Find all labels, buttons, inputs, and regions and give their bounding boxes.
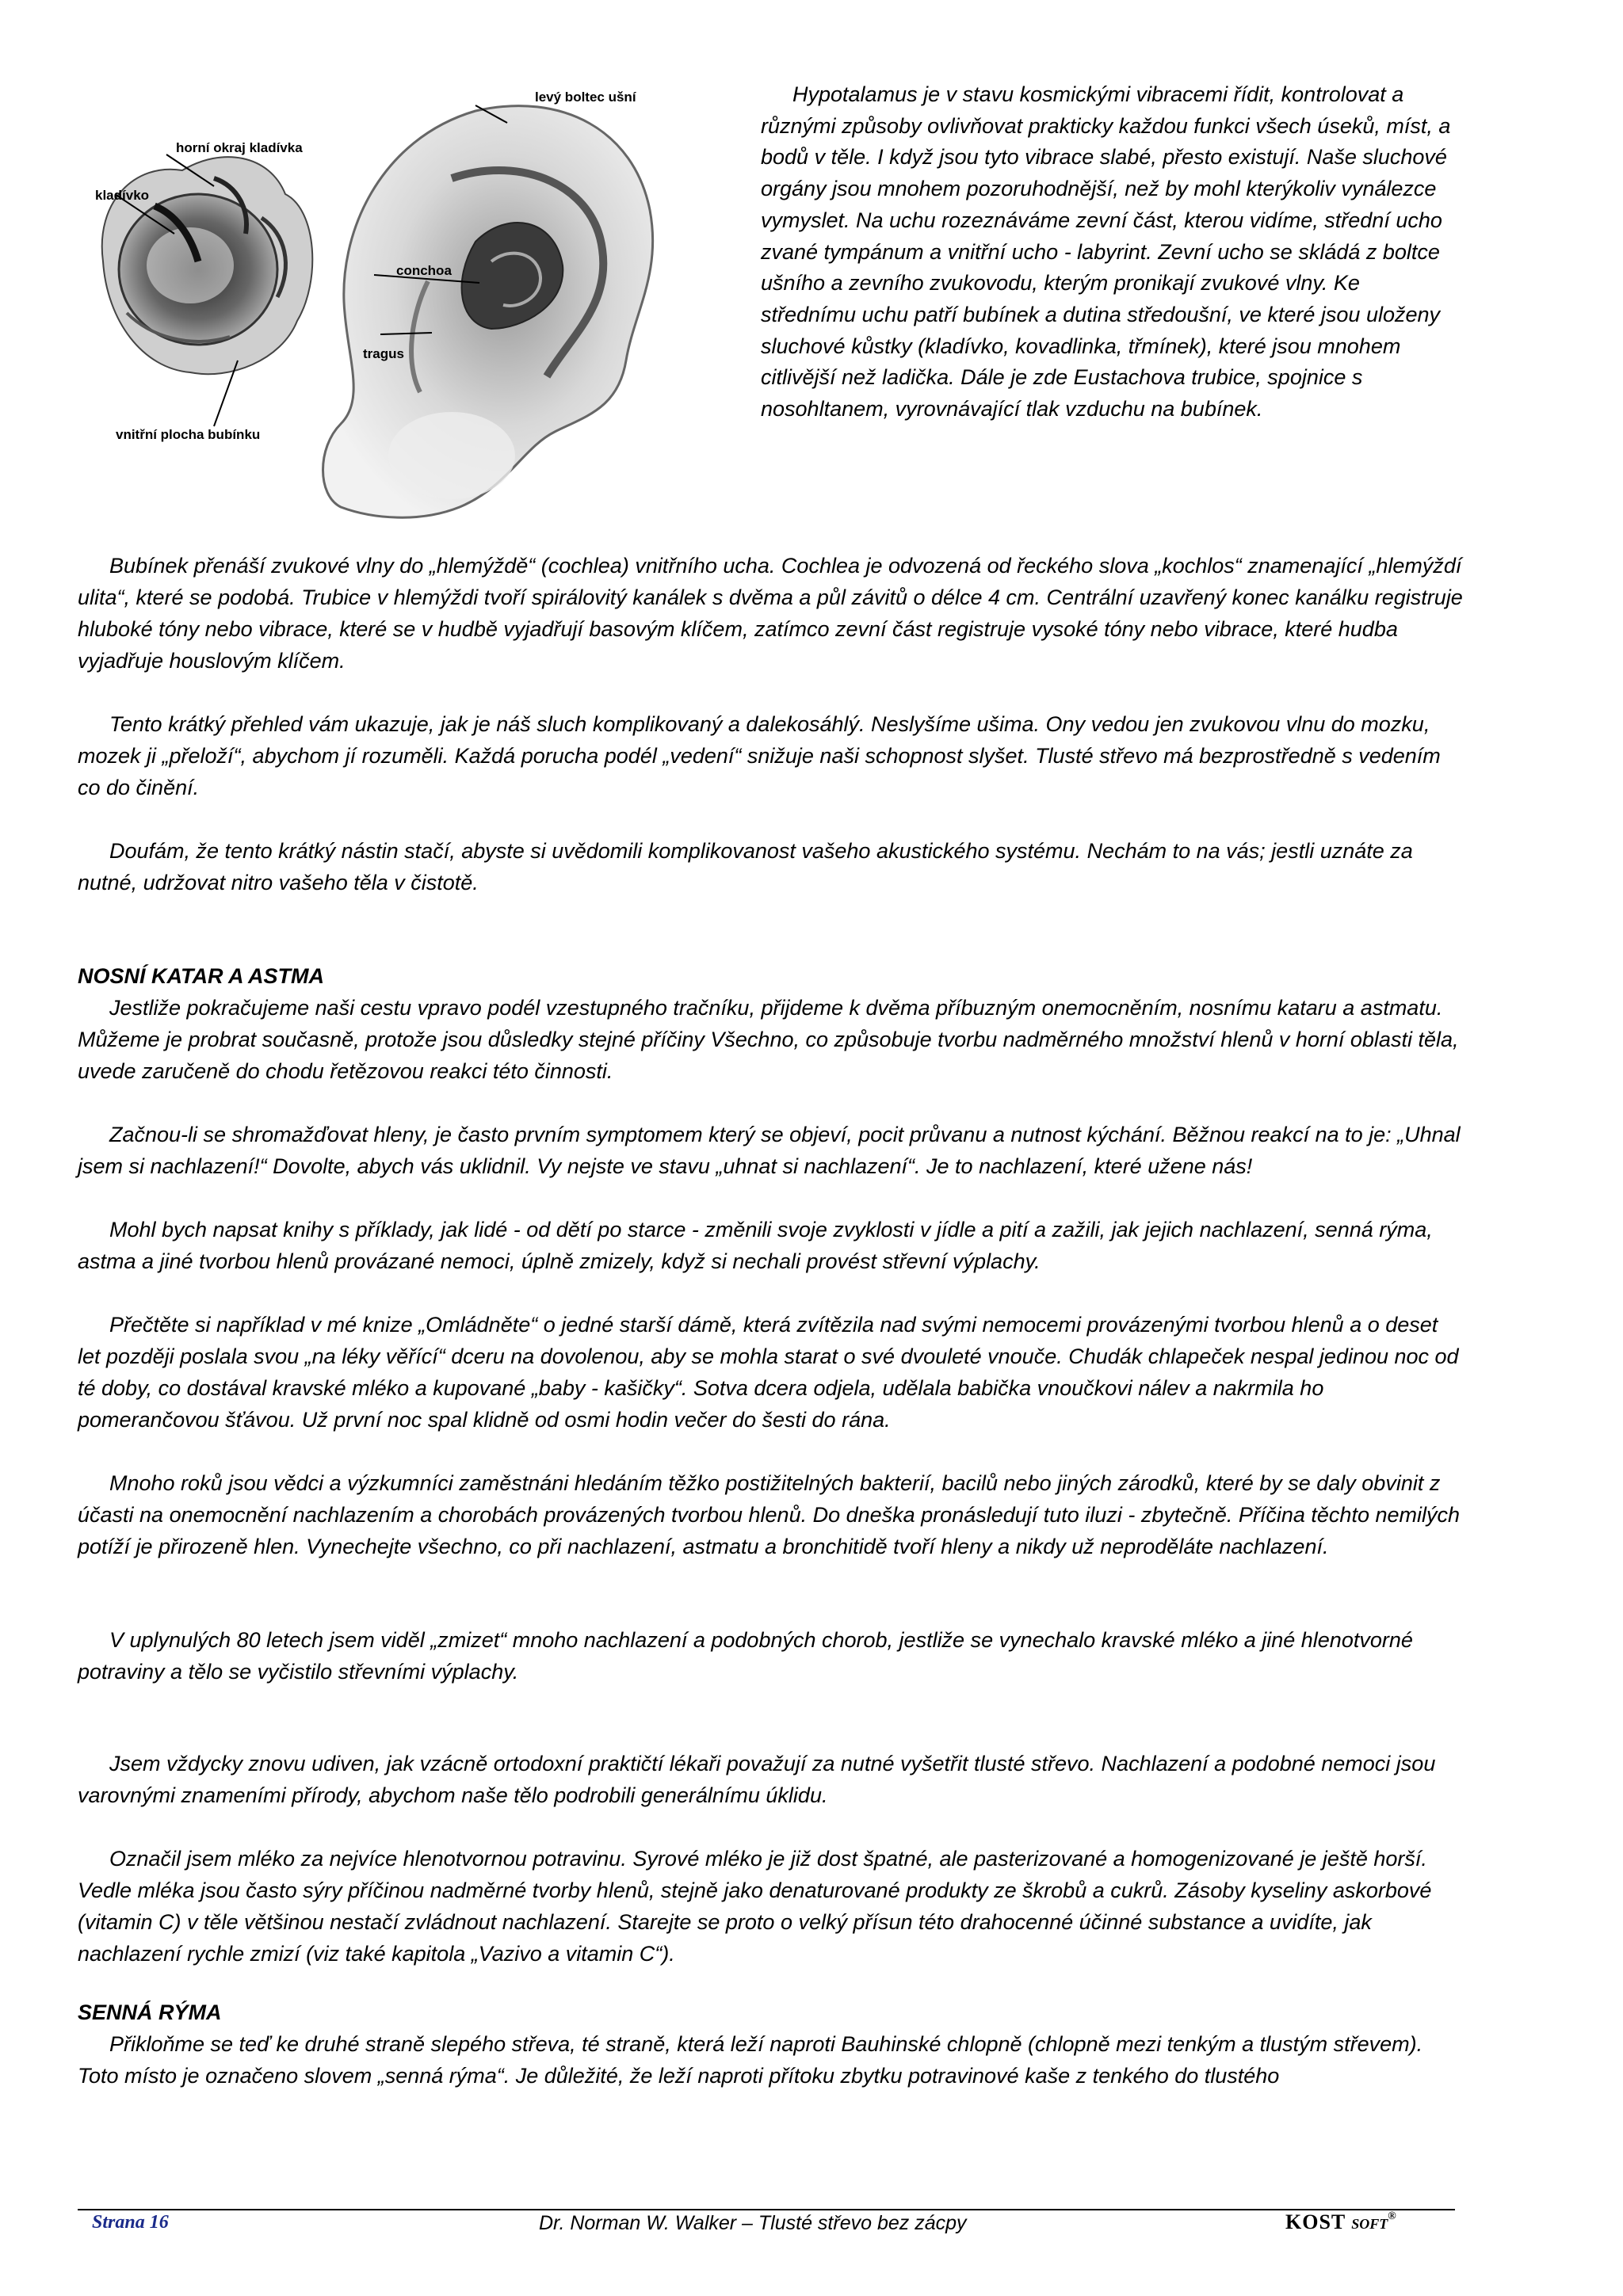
page-number: Strana 16 [92,2212,169,2233]
label-vnitrni-plocha-bubinku: vnitřní plocha bubínku [116,427,261,442]
intro-text: Hypotalamus je v stavu kosmickými vibracemi řídit, kontrolovat a různými způsoby ovlivňovat prakticky každou funkci všech úseků, míst, a bodů v těle. I když jsou tyto vibrace slabé, přesto existují. Naše sluchové orgány jsou mnohem pozoruhodnější, než by mohl kterýkoliv vynálezce vymyslet. Na uchu rozeznáváme zevní část, kterou vidíme, střední ucho zvané tympánum a vnitřní ucho - labyrint. Zevní ucho se skládá z boltce ušního a zevního zvukovodu, kterým pronikají zvukové vlny. Ke střednímu uchu patří bubínek a dutina středoušní, ve které jsou uloženy sluchové kůstky (kladívko, kovadlinka, třmínek), které jsou mnohem citlivější než ladička. Dále je zde Eustachova trubice, spojnice s nosohltanem, vyrovnávající tlak vzduchu na bubínek. [761,82,1451,421]
paragraph: Přečtěte si například v mé knize „Omládněte“ o jedné starší dámě, která zvítězila nad svými nemocemi provázenými tvorbou hlenů a o deset let později poslala svou „na léky věřící“ dceru na dovolenou, aby se mohla starat o své dvouleté vnouče. Chudák chlapeček nespal jedinou noc od té doby, co dostával kravské mléko a kupované „baby - kašičky“. Sotva dcera odjela, udělala babička vnoučkovi nálev a nakrmila ho pomerančovou šťávou. Už první noc spal klidně od osmi hodin večer do šesti do rána. [78,1313,1459,1432]
paragraph: V uplynulých 80 letech jsem viděl „zmizet“ mnoho nachlazení a podobných chorob, jestliže se vynechalo kravské mléko a jiné hlenotvorné potraviny a tělo se vyčistilo střevními výplachy. [78,1628,1413,1684]
body-paragraph [78,1119,1465,1182]
label-horni-okraj-kladivka: horní okraj kladívka [176,140,303,155]
body-paragraph [78,835,1465,898]
section-heading: SENNÁ RÝMA [78,2000,222,2024]
brand-sub: SOFT [1351,2216,1388,2232]
body-paragraph [78,1843,1465,1970]
body-paragraph [78,992,1465,1087]
footer-title: Dr. Norman W. Walker – Tlusté střevo bez zácpy [539,2212,967,2234]
label-conchoa: conchoa [396,263,452,278]
paragraph: Jestliže pokračujeme naši cestu vpravo podél vzestupného tračníku, přijdeme k dvěma příbuzným onemocněním, nosnímu kataru a astmatu. Můžeme je probrat současně, protože jsou důsledky stejné příčiny Všechno, co způsobuje tvorbu nadměrného množství hlenů v horní oblasti těla, uvede zaručeně do chodu řetězovou reakci této činnosti. [78,996,1459,1083]
paragraph: Tento krátký přehled vám ukazuje, jak je náš sluch komplikovaný a dalekosáhlý. Neslyšíme ušima. Ony vedou jen zvukovou vlnu do mozku, mozek ji „přeloží“, abychom jí rozuměli. Každá porucha podél „vedení“ snižuje naši schopnost slyšet. Tlusté střevo má bezprostředně s vedením co do činění. [78,712,1441,799]
body-paragraph [78,2028,1465,2092]
intro-paragraph [761,79,1458,425]
body-paragraph [78,550,1465,677]
body-paragraph [78,1467,1465,1562]
publisher-logo [1285,2210,1397,2234]
paragraph: Mnoho roků jsou vědci a výzkumníci zaměstnáni hledáním těžko postižitelných bakterií, bacilů nebo jiných zárodků, které by se daly obvinit z účasti na onemocnění nachlazením a chorobách provázených tvorbou hlenů. Do dneška pronásledují tuto iluzi - zbytečně. Příčina těchto nemilých potíží je přirozeně hlen. Vynechejte všechno, co při nachlazení, astmatu a bronchitidě tvoří hleny a nikdy už neproděláte nachlazení. [78,1471,1461,1558]
paragraph: Označil jsem mléko za nejvíce hlenotvornou potravinu. Syrové mléko je již dost špatné, ale pasterizované a homogenizované je ještě horší. Vedle mléka jsou často sýry příčinou nadměrné tvorby hlenů, stejně jako denaturované produkty ze škrobů a cukrů. Zásoby kyseliny askorbové (vitamin C) v těle většinou nestačí zvládnout nachlazení. Starejte se proto o velký přísun této drahocenné účinné substance a uvidíte, jak nachlazení rychle zmizí (viz také kapitola „Vazivo a vitamin C“). [78,1847,1432,1966]
section-heading: NOSNÍ KATAR A ASTMA [78,964,324,988]
paragraph: Mohl bych napsat knihy s příklady, jak lidé - od dětí po starce - změnili svoje zvyklosti v jídle a pití a zažili, jak jejich nachlazení, senná rýma, astma a jiné tvorbou hlenů provázané nemoci, úplně zmizely, když si nechali provést střevní výplachy. [78,1218,1433,1273]
body-paragraph [78,1309,1465,1436]
body-paragraph [78,1748,1465,1811]
paragraph: Bubínek přenáší zvukové vlny do „hlemýždě“ (cochlea) vnitřního ucha. Cochlea je odvozená od řeckého slova „kochlos“ znamenající „hlemýždí ulita“, které se podobá. Trubice v hlemýždi tvoří spirálovitý kanálek s dvěma a půl závitů o délce 4 cm. Centrální uzavřený konec kanálku registruje hluboké tóny nebo vibrace, které se v hudbě vyjadřují basovým klíčem, zatímco zevní část registruje vysoké tóny nebo vibrace, které hudba vyjadřuje houslovým klíčem. [78,554,1463,673]
paragraph: Doufám, že tento krátký nástin stačí, abyste si uvědomili komplikovanost vašeho akustického systému. Nechám to na vás; jestli uznáte za nutné, udržovat nitro vašeho těla v čistotě. [78,839,1413,894]
body-paragraph [78,708,1465,803]
registered-mark: ® [1388,2210,1397,2222]
brand-main: KOST [1285,2210,1346,2233]
paragraph: Jsem vždycky znovu udiven, jak vzácně ortodoxní praktičtí lékaři považují za nutné vyšetřit tlusté střevo. Nachlazení a podobné nemoci jsou varovnými znameními přírody, abychom naše tělo podrobili generálnímu úklidu. [78,1752,1436,1807]
paragraph: Začnou-li se shromažďovat hleny, je často prvním symptomem který se objeví, pocit průvanu a nutnost kýchání. Běžnou reakcí na to je: „Uhnal jsem si nachlazení!“ Dovolte, abych vás uklidnil. Vy nejste ve stavu „uhnat si nachlazení“. Je to nachlazení, které užene nás! [78,1123,1461,1178]
ear-drawing [79,75,713,519]
label-levy-boltec: levý boltec ušní [535,90,636,105]
footer-rule [78,2209,1455,2210]
label-kladivko: kladívko [95,188,150,203]
paragraph: Přikloňme se teď ke druhé straně slepého střeva, té straně, která leží naproti Bauhinské chlopně (chlopně mezi tenkým a tlustým střevem). Toto místo je označeno slovem „senná rýma“. Je důležité, že leží naproti přítoku zbytku potravinové kaše z tenkého do tlustého [78,2032,1423,2088]
body-paragraph [78,1624,1465,1688]
ear-illustration [79,75,713,519]
label-tragus: tragus [363,346,404,361]
body-paragraph [78,1214,1465,1277]
